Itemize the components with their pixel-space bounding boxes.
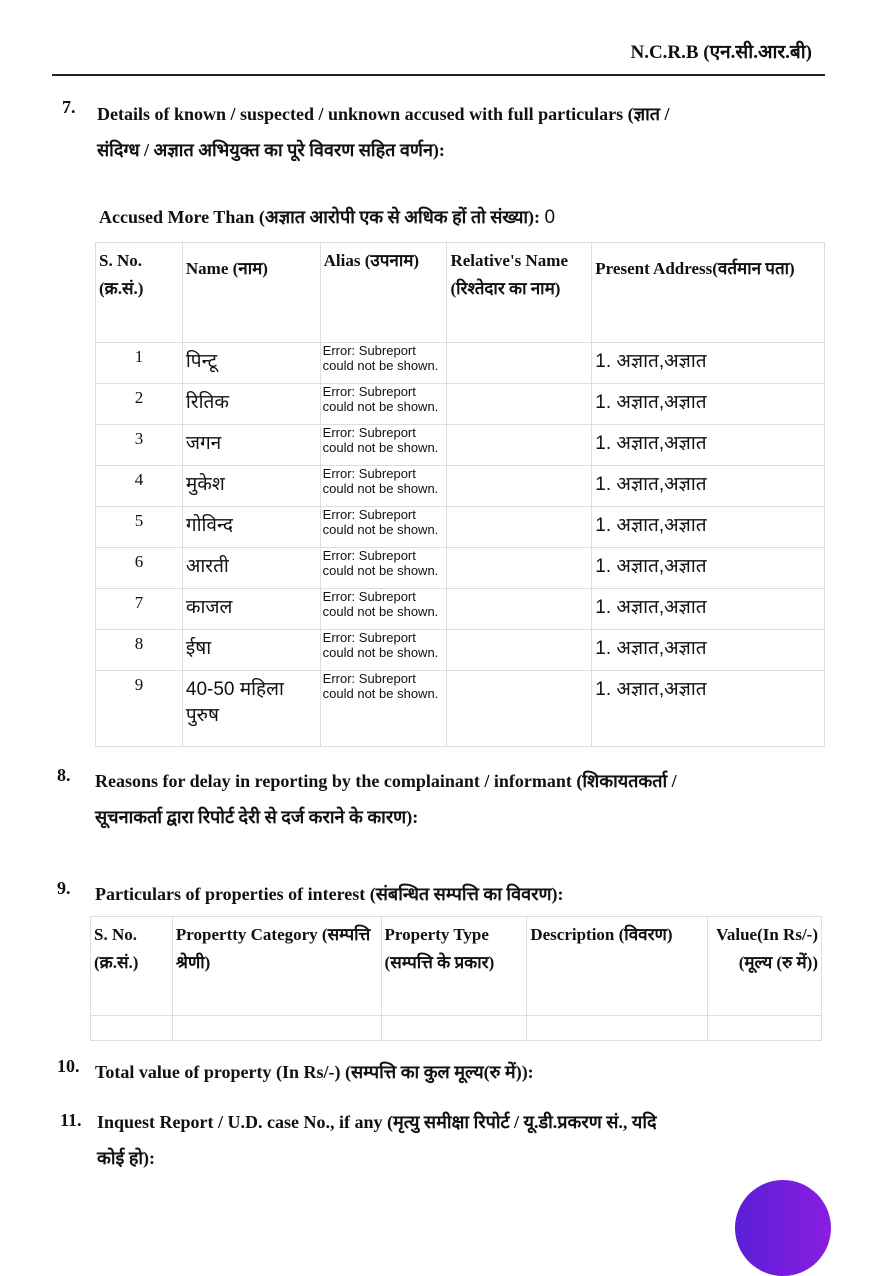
alias-error-text: Error: Subreport could not be shown. <box>322 343 439 373</box>
table-row <box>96 425 825 466</box>
section-9-title: Particulars of properties of interest (संबन्धित सम्पत्ति का विवरण): <box>95 884 564 904</box>
table-row <box>96 384 825 425</box>
alias-error-text: Error: Subreport could not be shown. <box>322 671 439 701</box>
cell-alias <box>320 630 447 671</box>
cell-relative <box>447 548 592 589</box>
alias-error-text: Error: Subreport could not be shown. <box>322 466 439 496</box>
accused-more-than-label: Accused More Than (अज्ञात आरोपी एक से अधिक हों तो संख्या): <box>99 207 541 227</box>
alias-error-text: Error: Subreport could not be shown. <box>322 548 439 578</box>
cell-sno: 6 <box>96 548 183 589</box>
accused-more-than <box>99 199 555 236</box>
col-sno: S. No. (क्र.सं.) <box>96 243 183 343</box>
section-11-number: 11. <box>60 1110 82 1130</box>
cell-relative <box>447 425 592 466</box>
section-11-line1: Inquest Report / U.D. case No., if any (मृत्यु समीक्षा रिपोर्ट / यू.डी.प्रकरण सं., यदि <box>97 1112 657 1132</box>
cell-sno: 2 <box>96 384 183 425</box>
section-7-number: 7. <box>62 97 76 117</box>
table-row <box>96 343 825 384</box>
cell-sno: 4 <box>96 466 183 507</box>
section-10-number: 10. <box>57 1056 80 1076</box>
col-value: Value(In Rs/-) (मूल्य (रु में)) <box>708 917 822 1016</box>
col-category: Propertty Category (सम्पत्ति श्रेणी) <box>172 917 381 1016</box>
cell-alias <box>320 589 447 630</box>
table-row <box>96 589 825 630</box>
col-relative: Relative's Name (रिश्तेदार का नाम) <box>447 243 592 343</box>
cell-name: जगन <box>182 425 320 466</box>
section-8-title <box>95 763 677 835</box>
cell-name: 40-50 महिला पुरुष <box>182 671 320 747</box>
cell-sno: 8 <box>96 630 183 671</box>
cell-relative <box>447 384 592 425</box>
cell-alias <box>320 343 447 384</box>
cell-sno: 7 <box>96 589 183 630</box>
cell-address: 1. अज्ञात,अज्ञात <box>592 466 825 507</box>
cell-address: 1. अज्ञात,अज्ञात <box>592 589 825 630</box>
cell-address: 1. अज्ञात,अज्ञात <box>592 671 825 747</box>
cell-relative <box>447 589 592 630</box>
col-description: Description (विवरण) <box>527 917 708 1016</box>
cell-sno: 1 <box>96 343 183 384</box>
cell-address: 1. अज्ञात,अज्ञात <box>592 384 825 425</box>
cell-alias <box>320 507 447 548</box>
property-table <box>90 916 822 1041</box>
section-8-line2: सूचनाकर्ता द्वारा रिपोर्ट देरी से दर्ज कराने के कारण): <box>95 807 419 827</box>
section-7-title <box>97 96 670 168</box>
header-divider <box>52 74 825 76</box>
accused-more-than-value: 0 <box>544 207 556 228</box>
cell-relative <box>447 343 592 384</box>
table-row <box>96 630 825 671</box>
col-alias: Alias (उपनाम) <box>320 243 447 343</box>
section-11-line2: कोई हो): <box>97 1148 156 1168</box>
alias-error-text: Error: Subreport could not be shown. <box>322 630 439 660</box>
floating-action-button[interactable] <box>735 1180 831 1276</box>
col-address: Present Address(वर्तमान पता) <box>592 243 825 343</box>
cell-address: 1. अज्ञात,अज्ञात <box>592 630 825 671</box>
alias-error-text: Error: Subreport could not be shown. <box>322 507 439 537</box>
cell-name: काजल <box>182 589 320 630</box>
cell-relative <box>447 466 592 507</box>
section-11-title <box>97 1104 657 1176</box>
cell-name: पिन्टू <box>182 343 320 384</box>
cell-relative <box>447 630 592 671</box>
cell-sno: 5 <box>96 507 183 548</box>
table-row <box>96 671 825 747</box>
cell-name: मुकेश <box>182 466 320 507</box>
section-7-line2: संदिग्ध / अज्ञात अभियुक्त का पूरे विवरण सहित वर्णन): <box>97 140 445 160</box>
cell-address: 1. अज्ञात,अज्ञात <box>592 548 825 589</box>
cell-name: गोविन्द <box>182 507 320 548</box>
alias-error-text: Error: Subreport could not be shown. <box>322 589 439 619</box>
cell-sno: 9 <box>96 671 183 747</box>
page-header-title: N.C.R.B (एन.सी.आर.बी) <box>630 42 812 63</box>
col-sno: S. No. (क्र.सं.) <box>91 917 173 1016</box>
cell-name: आरती <box>182 548 320 589</box>
table-row <box>96 466 825 507</box>
cell-address: 1. अज्ञात,अज्ञात <box>592 425 825 466</box>
section-7-line1: Details of known / suspected / unknown accused with full particulars (ज्ञात / <box>97 104 670 124</box>
cell-relative <box>447 671 592 747</box>
cell-address: 1. अज्ञात,अज्ञात <box>592 507 825 548</box>
cell-name: रितिक <box>182 384 320 425</box>
cell-alias <box>320 466 447 507</box>
cell-relative <box>447 507 592 548</box>
accused-table <box>95 242 825 747</box>
section-9-number: 9. <box>57 878 71 898</box>
section-8-line1: Reasons for delay in reporting by the complainant / informant (शिकायतकर्ता / <box>95 771 677 791</box>
table-row <box>96 548 825 589</box>
alias-error-text: Error: Subreport could not be shown. <box>322 384 439 414</box>
section-8-number: 8. <box>57 765 71 785</box>
cell-alias <box>320 671 447 747</box>
cell-alias <box>320 548 447 589</box>
cell-sno: 3 <box>96 425 183 466</box>
section-10-title: Total value of property (In Rs/-) (सम्पत्ति का कुल मूल्य(रु में)): <box>95 1062 534 1082</box>
cell-alias <box>320 425 447 466</box>
table-row <box>96 507 825 548</box>
cell-alias <box>320 384 447 425</box>
cell-name: ईषा <box>182 630 320 671</box>
col-type: Property Type (सम्पत्ति के प्रकार) <box>381 917 527 1016</box>
table-row <box>91 1016 822 1041</box>
cell-address: 1. अज्ञात,अज्ञात <box>592 343 825 384</box>
alias-error-text: Error: Subreport could not be shown. <box>322 425 439 455</box>
col-name: Name (नाम) <box>182 243 320 343</box>
